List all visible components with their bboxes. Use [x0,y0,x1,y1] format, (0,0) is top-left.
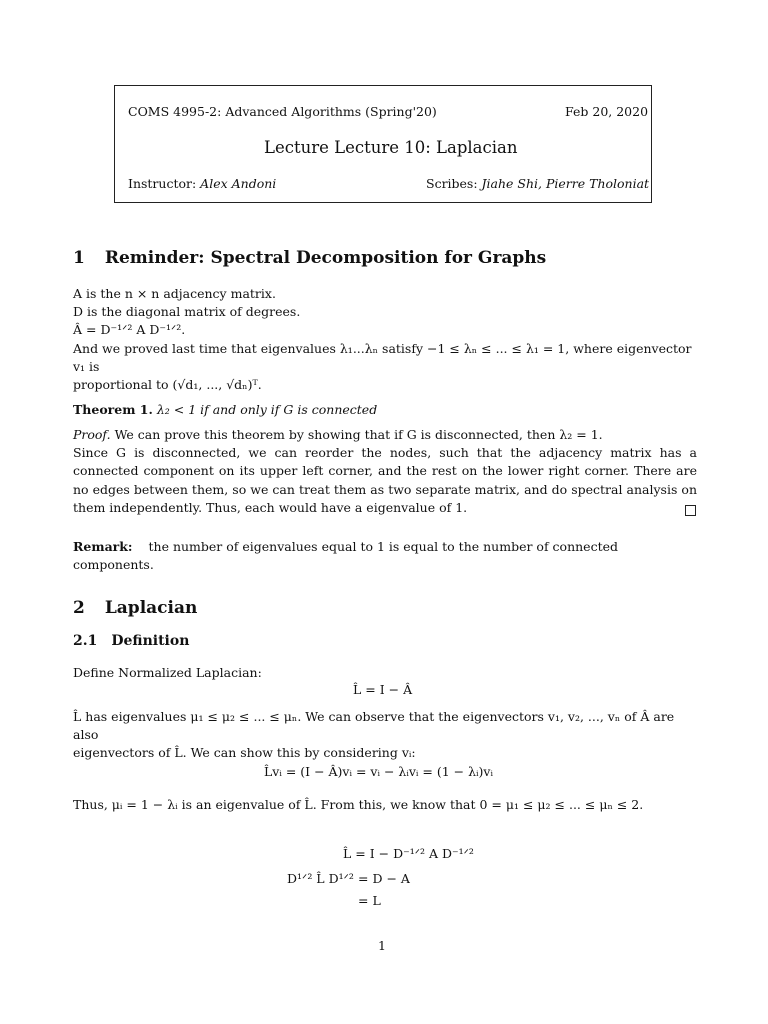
section-2-title: Laplacian [104,598,198,618]
lecture-title: Lecture Lecture 10: Laplacian [264,138,518,157]
section-1-number: 1 [73,248,85,268]
instructor-name: Alex Andoni [200,176,277,191]
subsection-2-1-heading [73,633,189,649]
equation-aligned-rhs-2: = D − A [358,871,410,886]
proof-block [73,426,697,517]
scribes-label: Scribes: [426,176,482,191]
remark-label: Remark: [73,539,133,554]
remark-text: the number of eigenvalues equal to 1 is equal to the number of connected components. [73,539,618,573]
section-2-number: 2 [73,598,85,618]
thus-paragraph: Thus, μᵢ = 1 − λᵢ is an eigenvalue of L̂. From this, we know that 0 = μ₁ ≤ μ₂ ≤ ... ≤ μₙ ≤ 2. [73,797,644,812]
equation-aligned-line-1: L̂ = I − D⁻¹ᐟ² A D⁻¹ᐟ² [343,846,474,861]
qed-square-icon [685,505,696,516]
theorem-1 [73,401,697,419]
equation-eigenvector: L̂vᵢ = (I − Â)vᵢ = vᵢ − λᵢvᵢ = (1 − λᵢ)vᵢ [264,764,494,779]
theorem-label: Theorem 1. [73,402,153,417]
section-1-heading [73,248,546,268]
intro-line-proportional: proportional to (√d₁, ..., √dₙ)ᵀ. [73,377,262,393]
eigenvalue-paragraph [73,708,697,763]
equation-aligned-rhs-3: = L [358,893,381,908]
equation-aligned-lhs-2: D¹ᐟ² L̂ D¹ᐟ² [287,871,354,886]
course-name: COMS 4995-2: Advanced Algorithms (Spring'20) [128,104,437,119]
proof-first-line: We can prove this theorem by showing that if G is disconnected, then λ₂ = 1. [110,427,603,442]
scribes-names: Jiahe Shi, Pierre Tholoniat [481,176,650,191]
section-2-heading [73,598,197,618]
subsection-number: 2.1 [73,633,98,649]
intro-line-degrees: D is the diagonal matrix of degrees. [73,304,301,320]
intro-line-adjacency: A is the n × n adjacency matrix. [73,286,276,301]
intro-line-normalized: Â = D⁻¹ᐟ² A D⁻¹ᐟ². [73,322,186,338]
page-number: 1 [378,938,386,953]
proof-body: Since G is disconnected, we can reorder the nodes, such that the adjacency matrix has a connected component on its upper left corner, and the rest on the lower right corner. There are no edges between them, so we can treat them as two separate matrix, and do spectral analysis on them independently. Thus, each would have a eigenvalue of 1. [73,445,697,515]
scribes [426,176,649,191]
subsection-title: Definition [111,633,190,649]
eigenvalue-line-2: eigenvectors of L̂. We can show this by considering vᵢ: [73,745,416,761]
lecture-date: Feb 20, 2020 [565,104,649,119]
proof-label: Proof. [73,427,111,442]
instructor [128,176,276,191]
theorem-text: λ₂ < 1 if and only if G is connected [156,402,378,417]
define-normalized-laplacian: Define Normalized Laplacian: [73,665,262,680]
section-1-title: Reminder: Spectral Decomposition for Graphs [104,248,547,268]
eigenvalue-line-1: L̂ has eigenvalues μ₁ ≤ μ₂ ≤ ... ≤ μₙ. We can observe that the eigenvectors v₁, v₂, ..., vₙ of Â are also [73,709,675,743]
equation-laplacian-definition: L̂ = I − Â [353,682,413,697]
remark [73,538,697,574]
intro-line-eigenvalues: And we proved last time that eigenvalues λ₁...λₙ satisfy −1 ≤ λₙ ≤ ... ≤ λ₁ = 1, where eigenvector v₁ is [73,340,692,374]
section-1-intro [73,285,697,394]
instructor-label: Instructor: [128,176,201,191]
